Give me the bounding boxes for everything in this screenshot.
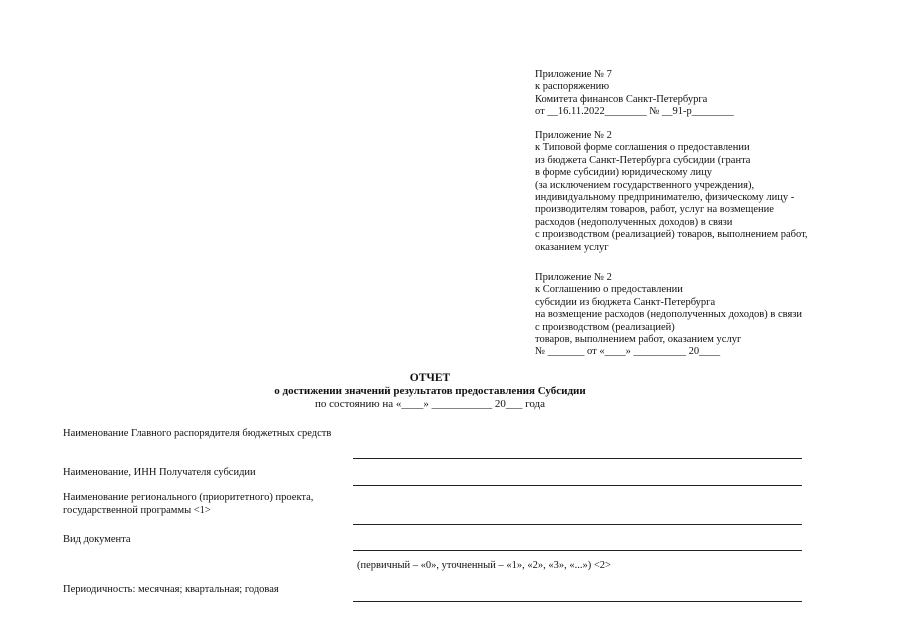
main-manager-field[interactable] — [353, 458, 802, 459]
report-subtitle: о достижении значений результатов предоставления Субсидии — [274, 385, 586, 397]
appendix-2-form-line: расходов (недополученных доходов) в связи — [535, 216, 733, 228]
date-suffix: ________ № __ — [604, 106, 673, 118]
appendix-2-form-line: с производством (реализацией) товаров, выполнением работ, — [535, 229, 808, 241]
report-as-of-date: по состоянию на «____» ___________ 20___ года — [314, 398, 546, 410]
periodicity-field[interactable] — [353, 601, 802, 602]
appendix-7-line-2: к распоряжению — [535, 81, 610, 93]
recipient-field[interactable] — [353, 485, 802, 486]
appendix-2-form-line: производителям товаров, работ, услуг на возмещение — [535, 204, 774, 216]
agreement-number-line: № _______ от «____» __________ 20____ — [535, 346, 721, 358]
appendix-7-line-3: Комитета финансов Санкт-Петербурга — [535, 93, 708, 105]
appendix-2-agreement-line: с производством (реализацией) — [535, 321, 675, 333]
appendix-2-form-line: оказанием услуг — [535, 241, 609, 253]
order-number: 91-р — [672, 106, 692, 118]
appendix-7-date-line — [535, 106, 875, 118]
appendix-7-title: Приложение № 7 — [535, 69, 612, 80]
appendix-2-form-block — [535, 130, 875, 254]
main-manager-label: Наименование Главного распорядителя бюджетных средств — [63, 428, 332, 439]
doc-type-hint: (первичный – «0», уточненный – «1», «2», «3», «...») <2> — [357, 560, 611, 571]
appendix-2-form-line: в форме субсидии) юридическому лицу — [535, 167, 713, 179]
appendix-2-agreement-line: товаров, выполнением работ, оказанием услуг — [535, 334, 742, 346]
appendix-2-agreement-block — [535, 272, 875, 359]
appendix-2-agreement-line: субсидии из бюджета Санкт-Петербурга — [535, 296, 716, 308]
order-number-suffix: ________ — [691, 106, 734, 118]
doc-type-label: Вид документа — [63, 534, 131, 545]
date-value: 16.11.2022 — [557, 106, 605, 118]
appendix-2-agreement-line: к Соглашению о предоставлении — [535, 284, 683, 296]
project-field[interactable] — [353, 524, 802, 525]
report-title-area — [230, 372, 630, 411]
doc-type-field[interactable] — [353, 550, 802, 551]
recipient-label: Наименование, ИНН Получателя субсидии — [63, 467, 256, 478]
appendix-7-block — [535, 69, 875, 119]
appendix-2-form-line: индивидуальному предпринимателю, физическому лицу - — [535, 192, 795, 204]
appendix-2-agreement-line: Приложение № 2 — [535, 272, 612, 283]
appendix-2-form-line: (за исключением государственного учреждения), — [535, 179, 755, 191]
appendix-2-form-line: из бюджета Санкт-Петербурга субсидии (гранта — [535, 154, 751, 166]
date-prefix: от __ — [535, 106, 558, 118]
appendix-2-form-line: к Типовой форме соглашения о предоставлении — [535, 142, 750, 154]
periodicity-label: Периодичность: месячная; квартальная; годовая — [63, 584, 279, 595]
appendix-2-form-line: Приложение № 2 — [535, 130, 612, 141]
report-title: ОТЧЕТ — [409, 372, 451, 384]
project-label: Наименование регионального (приоритетного) проекта, государственной программы <1> — [63, 492, 314, 516]
appendix-2-agreement-line: на возмещение расходов (недополученных доходов) в связи — [535, 309, 803, 321]
